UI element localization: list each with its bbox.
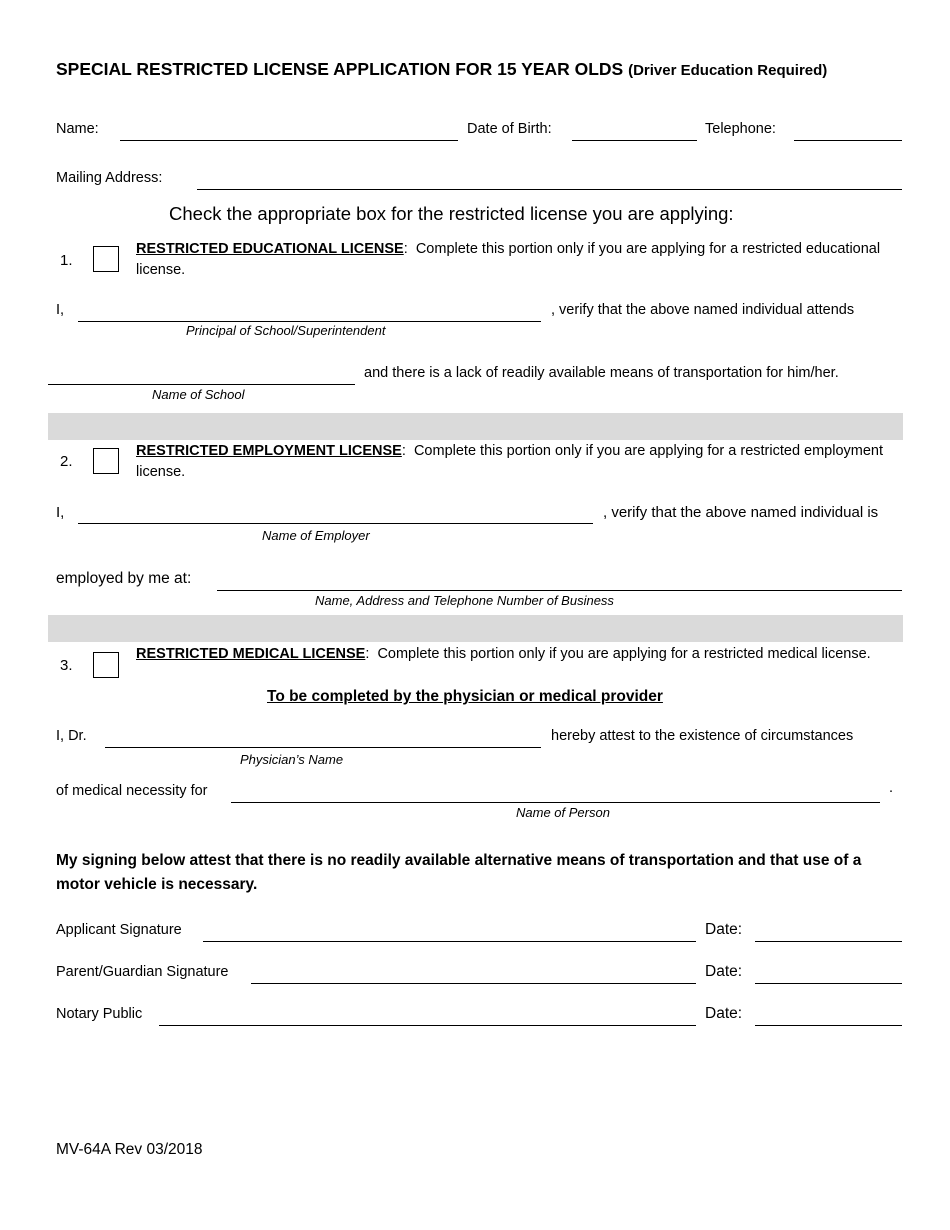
person-input[interactable] [231,783,880,801]
principal-line [78,321,541,322]
business-caption: Name, Address and Telephone Number of Business [315,593,614,608]
principal-caption: Principal of School/Superintendent [186,323,386,338]
applicant-signature-input[interactable] [203,922,696,940]
section-1-number: 1. [60,252,73,269]
educational-colon: : [403,241,408,257]
employment-verify-text: , verify that the above named individual is [603,504,879,521]
title-subtitle: (Driver Education Required) [628,62,828,79]
address-line [197,189,902,190]
educational-heading: RESTRICTED EDUCATIONAL LICENSE [136,241,404,257]
employment-colon: : [401,443,406,459]
transport-text: and there is a lack of readily available means of transportation for him/her. [364,365,839,381]
section-divider-1 [48,413,903,440]
medical-description [136,644,896,665]
name-input[interactable] [120,121,458,139]
school-input[interactable] [48,365,355,383]
address-input[interactable] [197,170,902,188]
dr-label: I, Dr. [56,728,87,744]
physician-caption: Physician’s Name [240,752,344,767]
name-label: Name: [56,121,99,137]
section-divider-2 [48,615,903,642]
medical-license-checkbox[interactable] [93,652,119,678]
school-caption: Name of School [152,387,245,402]
attestation-statement: My signing below attest that there is no readily available alternative means of transportation and that use of a motor vehicle is necessary. [56,852,862,893]
educational-desc-text: Complete this portion only if you are applying for a restricted educational license. [136,241,881,278]
parent-date-line [755,983,902,984]
attest-text: hereby attest to the existence of circumstances [551,728,854,744]
form-id: MV-64A Rev 03/2018 [56,1141,203,1158]
dob-line [572,140,697,141]
medical-desc-text: Complete this portion only if you are applying for a restricted medical license. [377,646,871,662]
person-line [231,802,880,803]
business-input[interactable] [217,570,902,588]
medical-heading: RESTRICTED MEDICAL LICENSE [136,646,366,662]
necessity-period: . [889,780,894,796]
parent-signature-label: Parent/Guardian Signature [56,964,229,980]
dob-input[interactable] [572,121,697,139]
parent-date-label: Date: [705,963,743,980]
educational-i-label: I, [56,302,65,318]
employment-i-label: I, [56,504,65,521]
educational-verify-text: , verify that the above named individual attends [551,302,855,318]
person-caption: Name of Person [516,805,610,820]
educational-license-checkbox[interactable] [93,246,119,272]
applicant-date-input[interactable] [755,922,902,940]
employer-line [78,523,593,524]
dob-label: Date of Birth: [467,121,552,137]
section-3-number: 3. [60,657,73,674]
telephone-label: Telephone: [705,121,776,137]
applicant-date-label: Date: [705,921,743,938]
notary-signature-line [159,1025,696,1026]
notary-date-line [755,1025,902,1026]
parent-date-input[interactable] [755,964,902,982]
physician-input[interactable] [105,728,541,746]
employment-heading: RESTRICTED EMPLOYMENT LICENSE [136,443,402,459]
notary-signature-input[interactable] [159,1006,696,1024]
instruction-text: Check the appropriate box for the restricted license you are applying: [169,203,734,224]
applicant-date-line [755,941,902,942]
employment-desc-text: Complete this portion only if you are applying for a restricted employment license. [136,443,884,480]
address-label: Mailing Address: [56,170,163,186]
notary-label: Notary Public [56,1006,143,1022]
physician-heading: To be completed by the physician or medical provider [267,688,663,705]
parent-signature-input[interactable] [251,964,696,982]
title-main: SPECIAL RESTRICTED LICENSE APPLICATION FOR 15 YEAR OLDS [56,59,624,79]
employer-input[interactable] [78,504,593,522]
school-line [48,384,355,385]
business-line [217,590,902,591]
form-title [56,59,827,80]
section-2-number: 2. [60,453,73,470]
notary-date-label: Date: [705,1005,743,1022]
parent-signature-line [251,983,696,984]
employment-license-checkbox[interactable] [93,448,119,474]
telephone-input[interactable] [794,121,902,139]
employed-label: employed by me at: [56,570,192,587]
educational-description [136,239,896,281]
medical-colon: : [365,646,370,662]
necessity-label: of medical necessity for [56,783,208,799]
physician-line [105,747,541,748]
employment-description [136,441,896,483]
telephone-line [794,140,902,141]
applicant-signature-label: Applicant Signature [56,922,182,938]
employer-caption: Name of Employer [262,528,370,543]
name-line [120,140,458,141]
notary-date-input[interactable] [755,1006,902,1024]
principal-input[interactable] [78,302,541,320]
applicant-signature-line [203,941,696,942]
